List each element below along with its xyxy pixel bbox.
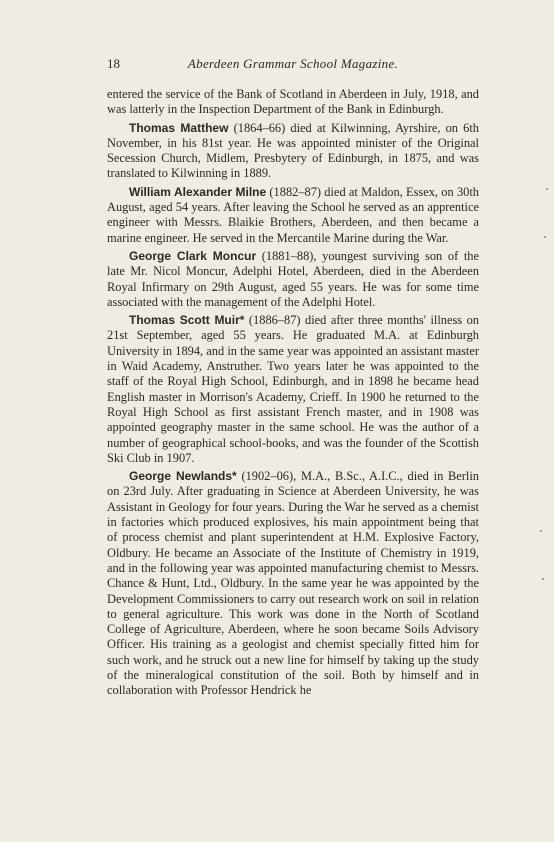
obituary-entry-thomas-matthew (107, 121, 479, 182)
page-number: 18 (107, 56, 120, 71)
person-name: Thomas Matthew (129, 120, 229, 135)
paragraph-text: (1902–06), M.A., B.Sc., A.I.C., died in Berlin on 23rd July. After graduating in Science at Aberdeen University, he was Assistant in Geology for four years. During the War he served as a chemist in factories which produced explosives, his main appointment being that of process chemist and plant superintendent at H.M. Explosive Factory, Oldbury. He became an Associate of the Institute of Chemistry in 1919, and in the following year was appointed manufacturing chemist to Messrs. Chance & Hunt, Ltd., Oldbury. In the same year he was appointed by the Development Commissioners to carry out research work on soil in relation to general agriculture. This work was done in the North of Scotland College of Agriculture, Aberdeen, where he soon became Soils Advisory Officer. His training as a geologist and chemist specially fitted him for such work, and he struck out a new line for himself by taking up the study of the mineralogical constitution of the soil. Both by himself and in collaboration with Professor Hendrick he (107, 469, 479, 698)
person-name: George Newlands* (129, 469, 237, 484)
paragraph-text: (1864–66) died at Kilwinning, Ayrshire, on 6th November, in his 81st year. He was appointed minister of the Original Secession Church, Midlem, Presbytery of Edinburgh, in 1875, and was translated to Kilwinning in 1889. (107, 120, 480, 181)
person-name: William Alexander Milne (129, 184, 267, 199)
paragraph-text: entered the service of the Bank of Scotland in Aberdeen in July, 1918, and was latterly in the Inspection Department of the Bank in Edinburgh. (107, 87, 479, 117)
obituary-entry-george-clark-moncur (107, 249, 479, 310)
paper-speck (546, 188, 548, 190)
person-name: George Clark Moncur (129, 248, 257, 263)
obituary-entry-thomas-scott-muir (107, 313, 479, 466)
journal-title: Aberdeen Grammar School Magazine. (187, 56, 399, 71)
paper-speck (544, 236, 546, 238)
paragraph-text: (1881–88), youngest surviving son of the late Mr. Nicol Moncur, Adelphi Hotel, Aberdeen, died in the Aberdeen Royal Infirmary on 29th August, aged 55 years. He was for some time associated with the management of the Adelphi Hotel. (107, 248, 479, 309)
paper-speck (540, 530, 542, 532)
paragraph-continuation (107, 87, 479, 118)
paragraph-text: (1886–87) died after three months' illness on 21st September, aged 55 years. He graduated M.A. at Edinburgh University in 1894, and in the same year was appointed an assistant master in Waid Academy, Anstruther. Two years later he was appointed to the staff of the Royal High School, Edinburgh, and in 1898 he became head English master in Morrison's Academy, Crieff. In 1900 he returned to the Royal High School as first assistant French master, and in 1908 was appointed geography master in the same school. He was the author of a number of geographical school-books, and was the founder of the Scottish Ski Club in 1907. (107, 313, 479, 465)
paper-speck (542, 578, 544, 580)
obituary-column (107, 87, 479, 699)
paragraph-text: (1882–87) died at Maldon, Essex, on 30th August, aged 54 years. After leaving the School he served as an apprentice engineer with Messrs. Blaikie Brothers, Aberdeen, and then became a marine engineer. He served in the Mercantile Marine during the War. (107, 184, 479, 245)
obituary-entry-george-newlands (107, 469, 479, 698)
running-header (107, 56, 479, 74)
obituary-entry-william-alexander-milne (107, 185, 479, 246)
person-name: Thomas Scott Muir* (129, 313, 245, 328)
